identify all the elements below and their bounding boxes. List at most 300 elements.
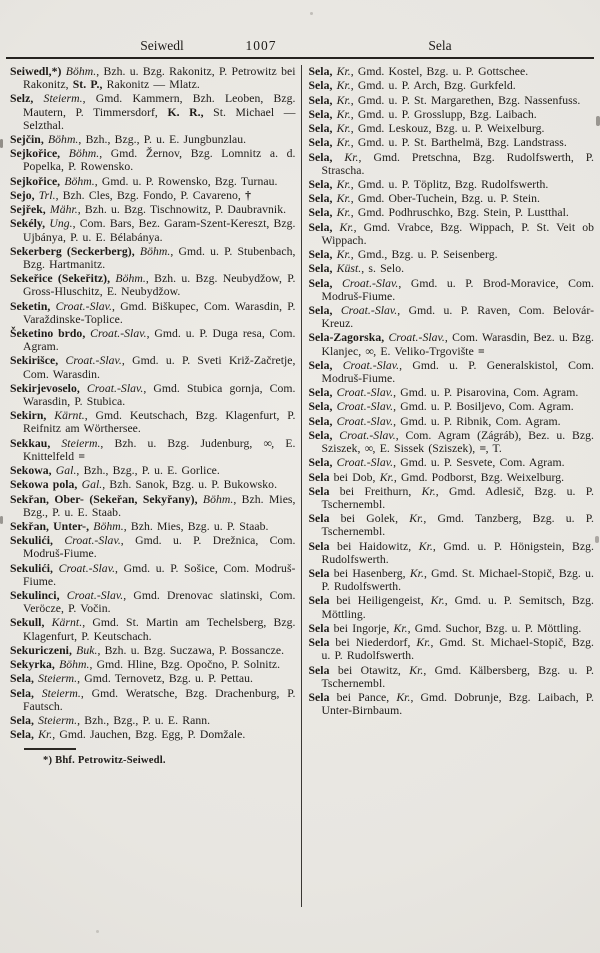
entry-province: Kr. <box>379 470 394 484</box>
gazetteer-entry <box>309 122 595 135</box>
paper-speck <box>596 116 600 126</box>
entry-headword: Sela, <box>308 122 333 135</box>
entry-province: Kr. <box>336 177 351 191</box>
paper-speck <box>310 12 313 15</box>
gazetteer-entry <box>10 300 296 326</box>
entry-headword: Sela <box>308 690 330 704</box>
entry-text: , Gmd. u. P. Bosiljevo, Com. Agram. <box>393 400 574 414</box>
entry-province: Kr. <box>336 65 351 78</box>
entry-text: , Com. Bars, Bez. Garam-Szent-Kereszt, Bzg. Ujbánya, P. u. E. Bélabánya. <box>23 217 296 244</box>
gazetteer-entry <box>10 478 296 491</box>
gazetteer-entry <box>309 386 595 399</box>
entry-province: Böhm. <box>93 519 124 533</box>
gazetteer-entry <box>10 147 296 173</box>
gazetteer-entry <box>309 151 595 177</box>
entry-province: Kr. <box>336 79 351 93</box>
entry-province: Kr. <box>339 220 354 234</box>
gazetteer-entry <box>10 327 296 353</box>
entry-text <box>34 687 42 700</box>
entry-province: Croat.-Slav. <box>86 381 144 395</box>
telegraph-symbol-icon: † <box>245 188 251 202</box>
entry-text: , Gmd. Biškupec, Com. Warasdin, P. Varaždinske-Toplice. <box>23 299 296 326</box>
entry-province: Croat.-Slav. <box>336 400 394 414</box>
entry-text: , Gmd. Kälbersberg, Bzg. u. P. Tschernembl. <box>321 663 594 690</box>
running-head-right-word: Sela <box>428 38 452 53</box>
gazetteer-entry <box>309 262 595 275</box>
entry-text: , Com. Agram (Zágráb), Bez. u. Bzg. Sziszek, <box>321 428 594 456</box>
entry-headword: Sela, <box>308 65 333 78</box>
entry-text: St. Michael — Selzthal. <box>23 105 296 132</box>
entry-text: bei Freithurn, <box>329 484 422 498</box>
entry-province: Kr. <box>336 192 351 206</box>
entry-headword: Sejkořice, <box>10 147 61 161</box>
entry-text: , Gmd. u. P. St. Barthelmä, Bzg. Landstrass. <box>350 136 567 150</box>
entry-text: , Gmd. St. Michael-Stopič, Bzg. u. P. Rudolfswerth. <box>321 567 594 594</box>
paper-speck <box>595 536 599 543</box>
entry-province: Steierm. <box>61 436 101 450</box>
gazetteer-entry <box>10 534 296 560</box>
gazetteer-entry <box>309 636 595 662</box>
gazetteer-entry <box>309 485 595 511</box>
entry-text <box>332 221 339 234</box>
gazetteer-entry <box>10 658 296 671</box>
entry-headword: Sekkau, <box>10 436 51 450</box>
entry-text: , Gmd. St. Michael-Stopič, Bzg. u. P. Rudolfswerth. <box>321 636 595 663</box>
entry-headword: K. R., <box>167 105 204 119</box>
gazetteer-entry <box>309 415 595 428</box>
entry-province: Kr. <box>409 663 424 677</box>
entry-text: , Bzh. u. Bzg. Rakonitz, P. Petrowitz bei Rakonitz, <box>23 65 296 92</box>
entry-text: , Gmd. u. P. Grosslupp, Bzg. Laibach. <box>350 107 537 121</box>
entry-headword: Sela, <box>308 136 333 150</box>
entry-province: Croat.-Slav. <box>65 354 122 368</box>
entry-text: , Gmd. St. Martin am Techelsberg, Bzg. Klagenfurt, P. Keutschach. <box>23 616 296 643</box>
entry-province: Böhm. <box>59 658 90 672</box>
entry-headword: Sela, <box>308 303 333 317</box>
entry-headword: Sela, <box>308 93 333 107</box>
entry-province: Kr. <box>336 136 351 150</box>
gazetteer-entry <box>10 728 296 741</box>
entry-province: Böhm. <box>68 147 100 161</box>
entry-province: Böhm. <box>202 492 234 506</box>
entry-text: , E. Veliko-Trgovište <box>373 344 478 358</box>
entry-province: Küst. <box>336 262 362 276</box>
entry-headword: Sekirjevoselo, <box>10 381 80 395</box>
entry-headword: Sejčin, <box>10 132 44 146</box>
gazetteer-entry <box>309 567 595 593</box>
gazetteer-entry <box>10 65 296 91</box>
gazetteer-entry <box>10 272 296 298</box>
entry-text: , Gmd. u. P. Sveti Križ-Začretje, Com. Warasdin. <box>23 354 296 381</box>
entry-text: , Gmd. u. P. Brod-Moravice, Com. Modruš-Fiume. <box>321 276 595 303</box>
entry-text: , Bzh. u. Bzg. Judenburg, <box>100 436 264 450</box>
entry-text: , Gmd. Vrabce, Bzg. Wippach, P. St. Veit ob Wippach. <box>321 220 594 247</box>
entry-text: , Gmd. Adlesič, Bzg. u. P. Tschernembl. <box>321 484 594 511</box>
entry-province: Böhm. <box>64 174 95 188</box>
entry-headword: Seiwedl,*) <box>10 65 62 78</box>
entry-text: , Gmd. Kammern, Bzh. Leoben, Bzg. Mautern, P. Timmersdorf, <box>23 92 296 119</box>
entry-headword: Sela, <box>308 262 333 276</box>
entry-province: Croat.-Slav. <box>340 303 398 317</box>
gazetteer-entry <box>10 382 296 408</box>
entry-headword: Sela <box>308 567 330 581</box>
gazetteer-entry <box>10 714 296 727</box>
entry-text: , Gmd. Tanzberg, Bzg. u. P. Tschernembl. <box>321 512 595 539</box>
gazetteer-entry <box>309 456 595 469</box>
entry-province: Croat.-Slav. <box>341 276 399 290</box>
entry-province: Steierm. <box>41 686 81 700</box>
entry-province: Kr. <box>421 484 436 498</box>
entry-text: , T. <box>485 442 502 456</box>
gazetteer-entry <box>309 359 595 385</box>
gazetteer-entry <box>309 622 595 635</box>
entry-text <box>80 382 87 395</box>
entry-text: , Gmd., Bzg. u. P. Seisenberg. <box>350 248 498 262</box>
entry-province: Kr. <box>344 150 359 164</box>
entry-headword: Sela <box>308 539 330 553</box>
gazetteer-entry <box>309 331 595 357</box>
entry-headword: Sela, <box>308 79 333 93</box>
entry-text <box>33 92 43 105</box>
column-left <box>10 65 301 907</box>
entry-headword: Sekulići, <box>10 534 53 548</box>
entry-province: Kr. <box>396 690 411 704</box>
header-rule <box>6 57 594 59</box>
gazetteer-entry <box>10 616 296 642</box>
entry-headword: Sela, <box>308 206 333 220</box>
entry-province: Gal. <box>81 478 103 492</box>
entry-text: , Bzh. u. Bzg. Neubydžow, P. Gross-Hluschitz, E. Neubydžow. <box>23 272 296 299</box>
entry-text: , Gmd. u. P. Sošice, Com. Modruš-Fiume. <box>23 561 296 588</box>
entry-text: , Gmd. u. P. Ribnik, Com. Agram. <box>393 414 561 428</box>
entry-province: Kr. <box>336 248 351 262</box>
entry-headword: Sela, <box>308 386 333 400</box>
entry-province: Croat.-Slav. <box>66 589 124 602</box>
gazetteer-entry <box>10 562 296 588</box>
gazetteer-entry <box>309 471 595 484</box>
gazetteer-entry <box>309 594 595 620</box>
entry-text: bei Otawitz, <box>329 663 410 677</box>
entry-text: , Gmd. Drenovac slatinski, Com. Veröcze, P. Vočin. <box>23 589 296 616</box>
paper-speck <box>0 139 3 148</box>
entry-province: Croat.-Slav. <box>336 414 394 428</box>
entry-province: Kr. <box>409 512 424 526</box>
entry-province: Böhm. <box>139 244 171 258</box>
gazetteer-entry <box>309 79 595 92</box>
entry-province: Trl. <box>38 188 56 202</box>
column-right-entries <box>309 65 595 717</box>
gazetteer-entry <box>309 94 595 107</box>
gazetteer-entry <box>309 221 595 247</box>
entry-headword: Sela <box>308 484 330 498</box>
entry-text: , Gmd. Stubica gornja, Com. Warasdin, P. Stubica. <box>23 381 296 408</box>
entry-province: Böhm. <box>47 132 79 146</box>
entry-text <box>60 147 69 160</box>
entry-headword: Sekeřice (Sekeřitz), <box>10 272 111 286</box>
entry-province: Ung. <box>49 217 73 231</box>
entry-headword: Sela, <box>308 400 333 414</box>
gazetteer-entry <box>10 687 296 713</box>
entry-text: , Bzh., Bzg., P. u. E. Rann. <box>77 713 211 727</box>
entry-headword: Sela, <box>10 672 34 686</box>
gazetteer-entry <box>10 354 296 380</box>
entry-headword: St. P., <box>72 78 103 92</box>
entry-headword: Sela, <box>10 686 34 700</box>
gazetteer-entry <box>309 691 595 717</box>
entry-province: Kr. <box>336 206 351 220</box>
telegraph-symbol-icon: = <box>78 449 85 463</box>
entry-province: Buk. <box>76 643 98 657</box>
entry-province: Gal. <box>55 464 77 478</box>
entry-province: Kr. <box>336 93 351 107</box>
entry-province: Steierm. <box>38 672 78 686</box>
entry-text: bei Hasenberg, <box>329 567 410 581</box>
entry-headword: Sekulinci, <box>10 589 60 602</box>
entry-headword: Sejřek, <box>10 203 46 217</box>
gazetteer-entry <box>10 175 296 188</box>
entry-headword: Sela, <box>308 192 333 206</box>
entry-text: , Com. Warasdin, Bez. u. Bzg. Klanjec, <box>321 331 595 358</box>
entry-text <box>332 304 340 317</box>
entry-headword: Sekirn, <box>10 409 47 423</box>
entry-text <box>60 589 67 602</box>
gazetteer-entry <box>10 189 296 202</box>
entry-text: , Gmd. u. P. Töplitz, Bzg. Rudolfswerth. <box>350 177 549 191</box>
gazetteer-entry <box>309 664 595 690</box>
entry-headword: Sekowa pola, <box>10 478 78 492</box>
entry-headword: Sela, <box>308 456 333 470</box>
paper-speck <box>96 930 99 933</box>
entry-text: , Gmd. Leskouz, Bzg. u. P. Weixelburg. <box>350 122 545 135</box>
entry-headword: Sejo, <box>10 188 35 202</box>
entry-province: Kr. <box>416 636 431 650</box>
gazetteer-entry <box>309 108 595 121</box>
gazetteer-entry <box>10 133 296 146</box>
entry-text: , Gmd. Žernov, Bzg. Lomnitz a. d. Popelka, P. Rowensko. <box>23 147 296 174</box>
gazetteer-entry <box>10 493 296 519</box>
entry-headword: Sela, <box>308 276 333 290</box>
gazetteer-entry <box>309 400 595 413</box>
entry-headword: Sela <box>308 594 330 608</box>
entry-headword: Sejkořice, <box>10 174 61 188</box>
entry-province: Croat.-Slav. <box>90 327 147 340</box>
entry-text: , Bzh. u. Bzg. Suczawa, P. Bossancze. <box>97 643 285 657</box>
entry-text: , Bzh. Mies, Bzg. u. P. Staab. <box>123 519 269 533</box>
entry-headword: Sela, <box>308 428 333 442</box>
entry-headword: Sela <box>308 663 330 677</box>
entry-province: Kr. <box>38 728 53 742</box>
entry-province: Böhm. <box>65 65 97 78</box>
gazetteer-entry <box>10 672 296 685</box>
entry-text: , Gmd. u. P. Generalskistol, Com. Modruš-Fiume. <box>321 358 594 385</box>
gazetteer-entry <box>10 217 296 243</box>
gazetteer-entry <box>10 92 296 131</box>
entry-province: Steierm. <box>43 92 83 106</box>
gazetteer-entry <box>10 589 296 615</box>
entry-headword: Sela, <box>308 248 333 262</box>
entry-province: Kr. <box>336 107 351 121</box>
entry-headword: Sekély, <box>10 217 46 231</box>
gazetteer-entry <box>10 203 296 216</box>
gazetteer-entry <box>309 136 595 149</box>
entry-text: bei Niederdorf, <box>329 636 417 650</box>
footnote-text: *) Bhf. Petrowitz-Seiwedl. <box>43 754 166 766</box>
entry-text <box>332 151 344 164</box>
entry-text: , Gmd. Weratsche, Bzg. Drachenburg, P. Fautsch. <box>23 686 296 713</box>
entry-text: , E. Sissek (Sziszek), <box>372 442 480 456</box>
gazetteer-entry <box>309 512 595 538</box>
entry-province: Croat.-Slav. <box>339 428 396 442</box>
entry-text: , Bzh., Bzg., P. u. E. Jungbunzlau. <box>78 132 247 146</box>
entry-province: Kr. <box>430 594 445 608</box>
entry-headword: Sekyrka, <box>10 658 55 672</box>
entry-province: Kärnt. <box>54 409 85 423</box>
entry-text: , Gmd. Podhruschko, Bzg. Stein, P. Lustthal. <box>350 206 569 220</box>
gazetteer-entry <box>10 520 296 533</box>
entry-text: , Gmd. u. P. Pisarovina, Com. Agram. <box>393 386 579 400</box>
telegraph-symbol-icon: ∞ <box>364 442 373 456</box>
entry-headword: Sekulići, <box>10 561 53 575</box>
entry-text: , Gmd. u. P. St. Margarethen, Bzg. Nassenfuss. <box>350 93 581 107</box>
gazetteer-entry <box>309 65 595 78</box>
entry-province: Kr. <box>393 621 408 635</box>
gazetteer-entry <box>309 178 595 191</box>
gazetteer-entry <box>309 206 595 219</box>
entry-text: , Gmd. Hline, Bzg. Opočno, P. Solnitz. <box>89 658 281 672</box>
entry-text: , E. Knittelfeld <box>23 436 296 463</box>
entry-headword: Sela, <box>10 713 34 727</box>
entry-province: Croat.-Slav. <box>336 386 394 400</box>
entry-text: , Gmd. Ober-Tuchein, Bzg. u. P. Stein. <box>350 192 541 206</box>
gazetteer-entry <box>10 437 296 463</box>
paper-speck <box>0 516 3 524</box>
entry-text: , Bzh. Mies, Bzg., P. u. E. Staab. <box>23 492 296 519</box>
entry-headword: Seketin, <box>10 299 51 313</box>
entry-province: Kr. <box>409 567 424 581</box>
entry-text: , Gmd. Kostel, Bzg. u. P. Gottschee. <box>350 65 529 78</box>
entry-text: , Gmd. Suchor, Bzg. u. P. Möttling. <box>407 621 582 635</box>
telegraph-symbol-icon: = <box>478 344 485 358</box>
entry-text: , Bzh. u. Bzg. Tischnowitz, P. Daubravnik. <box>77 203 287 217</box>
entry-text: , Bzh., Bzg., P. u. E. Gorlice. <box>76 464 220 478</box>
entry-headword: Sela <box>308 636 330 650</box>
gazetteer-entry <box>309 248 595 261</box>
gazetteer-entry <box>309 304 595 330</box>
gazetteer-entry <box>10 245 296 271</box>
entry-text <box>44 616 51 629</box>
entry-headword: Sela, <box>308 358 333 372</box>
entry-text: , Gmd. Keutschach, Bzg. Klagenfurt, P. Reifnitz am Wörthersee. <box>23 409 296 436</box>
entry-text <box>50 437 61 450</box>
entry-text: , Gmd. u. P. Rowensko, Bzg. Turnau. <box>94 174 278 188</box>
entry-headword: Selz, <box>10 92 34 106</box>
telegraph-symbol-icon: ∞ <box>263 436 272 450</box>
entry-headword: Sekřan, Unter-, <box>10 519 90 533</box>
entry-text: bei Pance, <box>329 690 397 704</box>
entry-text: Rakonitz — Mlatz. <box>102 78 200 92</box>
running-head <box>0 38 600 56</box>
page-number: 1007 <box>245 38 277 53</box>
entry-province: Kärnt. <box>51 616 83 630</box>
entry-headword: Sekerberg (Seckerberg), <box>10 244 135 258</box>
running-head-left-word: Seiwedl <box>140 38 184 53</box>
text-columns <box>10 65 594 907</box>
entry-text <box>332 359 342 372</box>
entry-text: , Bzh. Sanok, Bzg. u. P. Bukowsko. <box>102 478 278 492</box>
footnote-rule <box>24 748 76 749</box>
entry-text <box>53 534 64 547</box>
entry-headword: Sela <box>308 470 330 484</box>
entry-province: Steierm. <box>38 713 78 727</box>
entry-text: bei Golek, <box>329 512 410 526</box>
entry-headword: Sela, <box>308 220 333 234</box>
entry-province: Croat.-Slav. <box>64 534 121 548</box>
entry-province: Mähr. <box>49 203 78 217</box>
entry-headword: Sekřan, Ober- (Sekeřan, Sekyřany), <box>10 492 198 506</box>
telegraph-symbol-icon: = <box>479 442 486 456</box>
entry-text: bei Haidowitz, <box>329 539 419 553</box>
entry-text: , Gmd. u. P. Stubenbach, Bzg. Hartmanitz. <box>23 244 296 271</box>
column-left-entries <box>10 65 296 741</box>
entry-headword: Sela-Zagorska, <box>308 331 385 345</box>
entry-text: , Gmd. u. P. Duga resa, Com. Agram. <box>23 327 296 354</box>
gazetteer-entry <box>10 644 296 657</box>
entry-province: Croat.-Slav. <box>388 331 445 345</box>
entry-province: Kr. <box>418 539 433 553</box>
gazetteer-entry <box>10 464 296 477</box>
entry-text: , Gmd. u. P. Arch, Bzg. Gurkfeld. <box>350 79 516 93</box>
gazetteer-entry <box>309 192 595 205</box>
entry-text: bei Dob, <box>329 470 380 484</box>
entry-headword: Šeketino brdo, <box>10 327 86 340</box>
entry-text: , Gmd. Pretschna, Bzg. Rudolfswerth, P. Strascha. <box>321 150 594 177</box>
gazetteer-entry <box>309 277 595 303</box>
telegraph-symbol-icon: ∞ <box>365 344 374 358</box>
entry-headword: Sela <box>308 512 330 526</box>
entry-headword: Sekull, <box>10 616 45 630</box>
entry-province: Croat.-Slav. <box>55 299 112 313</box>
entry-text: , Gmd. u. P. Semitsch, Bzg. Möttling. <box>321 594 595 621</box>
column-right <box>302 65 595 907</box>
entry-province: Croat.-Slav. <box>342 358 400 372</box>
entry-text: bei Ingorje, <box>329 621 394 635</box>
entry-province: Böhm. <box>115 272 146 286</box>
entry-headword: Sela, <box>308 177 333 191</box>
entry-headword: Sekirišce, <box>10 354 59 368</box>
entry-text: , Bzh. Cles, Bzg. Fondo, P. Cavareno, <box>55 188 246 202</box>
entry-headword: Sela, <box>10 728 34 742</box>
entry-text: , Gmd. u. P. Drežnica, Com. Modruš-Fiume. <box>23 534 296 561</box>
entry-text <box>332 277 342 290</box>
entry-text: , Gmd. Jauchen, Bzg. Egg, P. Domžale. <box>52 728 246 742</box>
entry-province: Kr. <box>336 122 351 135</box>
entry-text: , s. Selo. <box>361 262 405 276</box>
entry-headword: Sekowa, <box>10 464 52 478</box>
entry-text: , Gmd. u. P. Raven, Com. Belovár-Kreuz. <box>321 303 595 331</box>
entry-headword: Sekuriczeni, <box>10 643 72 657</box>
gazetteer-entry <box>309 429 595 455</box>
gazetteer-entry <box>309 540 595 566</box>
entry-text: bei Heiligengeist, <box>329 594 431 608</box>
entry-headword: Sela, <box>308 414 333 428</box>
entry-headword: Sela, <box>308 150 333 164</box>
entry-text: , Gmd. u. P. Hönigstein, Bzg. Rudolfswerth. <box>321 539 594 566</box>
entry-headword: Sela <box>308 621 330 635</box>
entry-province: Croat.-Slav. <box>58 561 116 575</box>
entry-text: , Gmd. Dobrunje, Bzg. Laibach, P. Unter-Birnbaum. <box>321 690 594 718</box>
entry-text: , Gmd. Ternovetz, Bzg. u. P. Pettau. <box>77 672 253 686</box>
entry-province: Croat.-Slav. <box>336 456 394 470</box>
